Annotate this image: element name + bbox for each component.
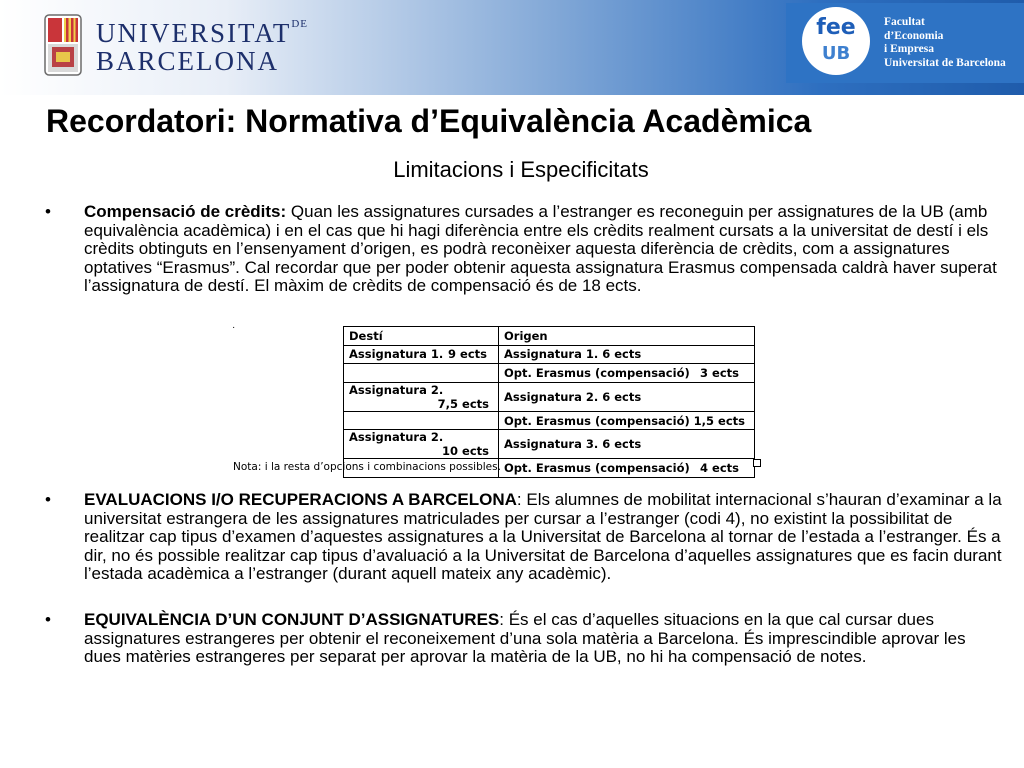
table-row <box>344 411 755 430</box>
fee-word: fee <box>816 15 856 40</box>
compensation-table <box>343 326 755 478</box>
fee-text-line: i Empresa <box>884 43 934 55</box>
bullet-body: : És el cas d’aquelles situacions en la que cal cursar dues assignatures estrangeres per obtenir el reconeixement d’una sola matèria a Barcelona. És imprescindible aprovar les dues matèries estrangeres per separat per aprovar la matèria de la UB, no hi ha compensació de notes. <box>84 610 966 666</box>
ub-shield-icon <box>44 14 82 76</box>
page-subtitle: Limitacions i Especificitats <box>393 157 649 182</box>
bullet-text-equivalencia <box>84 611 1002 667</box>
fee-text-line: Universitat de Barcelona <box>884 56 1006 69</box>
desti-subject: Assignatura 1. <box>349 347 444 362</box>
origen-cell <box>499 430 755 459</box>
bullet-heading: Compensació de crèdits: <box>84 202 287 221</box>
desti-ects: 10 ects <box>442 444 489 459</box>
origen-subject: Opt. Erasmus (compensació) <box>504 365 690 380</box>
bullet-body: : Els alumnes de mobilitat internacional s’hauran d’examinar a la universitat estrangera de les assignatures matriculades per cursar a l’estranger (codi 4), no existint la possibilitat de realitzar cap tipus d’examen d’aquestes assignatures a la Universitat de Barcelona al tornar de l’estada a l’estranger. És a dir, no és possible realitzar cap tipus d’avaluació a la Universitat de Barcelona d’aquelles assignatures que es facin durant l’estada acadèmica a l’estranger (durant aquell mateix any acadèmic). <box>84 490 1002 583</box>
bullet-body: Quan les assignatures cursades a l’estranger es reconeguin per assignatures de la UB (amb equivalència acadèmica) i en el cas que hi hagi diferència entre els crèdits realment cursats a la universitat de destí i els crèdits obtinguts en l’ensenyament d’origen, es podrà reconèixer aquesta diferència de crèdits, com a assignatures optatives “Erasmus”. Cal recordar que per poder obtenir aquesta assignatura Erasmus compensada caldrà haver superat l’assignatura de destí. El màxim de crèdits de compensació és de 18 ects. <box>84 202 997 295</box>
origen-ects: 1,5 ects <box>693 413 745 428</box>
origen-ects: 3 ects <box>700 365 739 380</box>
ub-logo-de: DE <box>291 18 308 30</box>
header-desti: Destí <box>344 327 499 346</box>
table-header-row <box>344 327 755 346</box>
ub-logo-line1: $UNIVERSITAT^{DE}$ <box>96 18 308 48</box>
desti-ects: 7,5 ects <box>437 396 489 411</box>
resize-handle <box>753 459 761 467</box>
fee-ub-logo <box>786 3 1024 83</box>
bullet-text-compensacio <box>84 203 1002 296</box>
fee-ub-circle <box>802 7 870 75</box>
header-banner <box>0 0 1024 95</box>
origen-cell <box>499 345 755 364</box>
desti-cell <box>344 430 499 459</box>
origen-subject: Opt. Erasmus (compensació) <box>504 461 690 476</box>
ub-logo-line2: BARCELONA <box>96 46 280 76</box>
table-note: Nota: i la resta d’opcions i combinacions possibles. <box>233 461 501 473</box>
fee-text-line: Facultat <box>884 16 925 28</box>
origen-subject: Assignatura 1. 6 ects <box>504 347 642 362</box>
desti-subject: Assignatura 2. <box>349 430 444 445</box>
origen-subject: Assignatura 3. 6 ects <box>504 437 642 452</box>
table-row <box>344 364 755 383</box>
bullet-heading: EQUIVALÈNCIA D’UN CONJUNT D’ASSIGNATURES <box>84 610 500 629</box>
origen-subject: Assignatura 2. 6 ects <box>504 389 642 404</box>
header-origen: Origen <box>499 327 755 346</box>
ub-word: UB <box>821 43 851 64</box>
origen-ects: 4 ects <box>700 461 739 476</box>
bullet-marker: • <box>45 490 51 509</box>
desti-cell <box>344 364 499 383</box>
desti-ects: 9 ects <box>448 347 487 362</box>
bullet-marker: • <box>45 610 51 629</box>
desti-subject: Assignatura 2. <box>349 382 444 397</box>
bullet-marker: • <box>45 202 51 221</box>
bullet-heading: EVALUACIONS I/O RECUPERACIONS A BARCELONA <box>84 490 517 509</box>
origen-subject: Opt. Erasmus (compensació) <box>504 413 690 428</box>
origen-cell <box>499 364 755 383</box>
origen-cell <box>499 411 755 430</box>
bullet-text-evaluacions <box>84 491 1002 584</box>
origen-cell <box>499 382 755 411</box>
desti-cell <box>344 345 499 364</box>
stray-dot: · <box>232 322 236 333</box>
desti-cell <box>344 411 499 430</box>
origen-cell <box>499 459 755 478</box>
fee-faculty-text <box>884 16 1006 70</box>
table-row <box>344 430 755 459</box>
fee-text-line: d’Economia <box>884 29 944 42</box>
table-row <box>344 345 755 364</box>
table-row <box>344 382 755 411</box>
desti-cell <box>344 382 499 411</box>
page-title: Recordatori: Normativa d’Equivalència Acadèmica <box>46 103 812 139</box>
